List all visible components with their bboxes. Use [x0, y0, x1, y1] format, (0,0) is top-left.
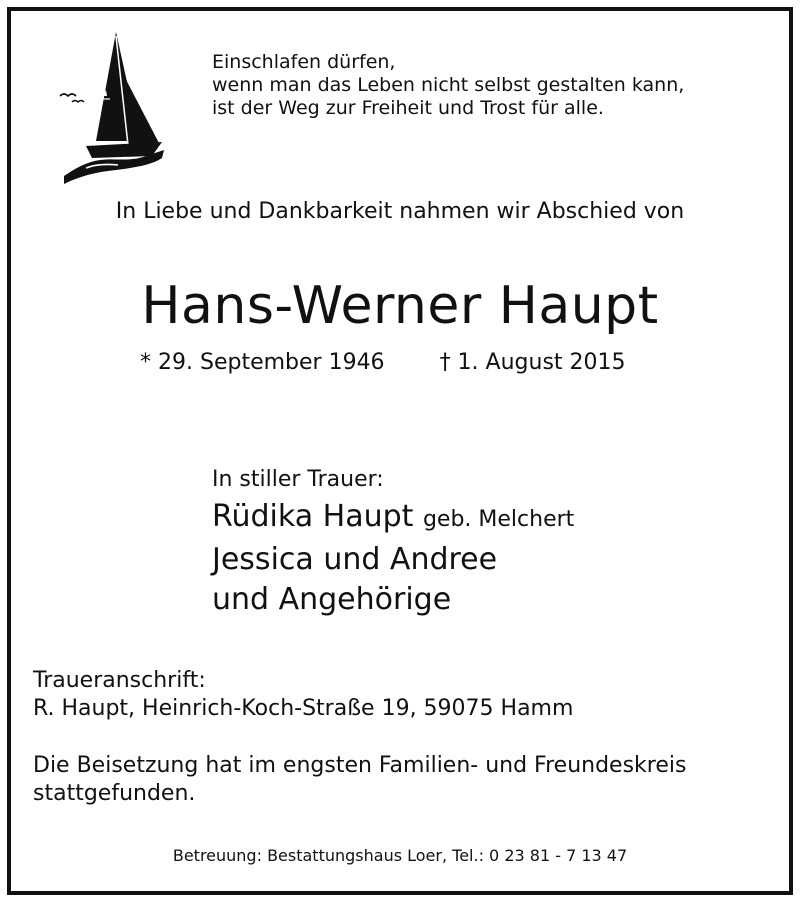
address-label: Traueranschrift:	[33, 668, 206, 693]
burial-notice	[33, 752, 686, 808]
poem	[212, 51, 684, 120]
mourners-list	[212, 497, 574, 620]
deceased-name: Hans-Werner Haupt	[141, 276, 659, 336]
spouse-name: Rüdika Haupt	[212, 499, 414, 534]
mourner-children: Jessica und Andree	[212, 542, 498, 577]
notice-line: stattgefunden.	[33, 781, 196, 806]
notice-line: Die Beisetzung hat im engsten Familien- und Freundeskreis	[33, 753, 687, 778]
poem-line: wenn man das Leben nicht selbst gestalten kann,	[212, 74, 685, 96]
poem-line: Einschlafen dürfen,	[212, 51, 396, 73]
mourner-relatives: und Angehörige	[212, 582, 452, 617]
mourning-address	[33, 667, 573, 723]
mourners-label: In stiller Trauer:	[212, 467, 384, 492]
life-dates	[140, 350, 626, 375]
death-date: † 1. August 2015	[439, 350, 626, 375]
address-value: R. Haupt, Heinrich-Koch-Straße 19, 59075 Hamm	[33, 696, 574, 721]
mourner-spouse	[212, 497, 574, 540]
intro-text: In Liebe und Dankbarkeit nahmen wir Abschied von	[115, 199, 685, 224]
spouse-maiden-name: geb. Melchert	[422, 507, 575, 532]
poem-line: ist der Weg zur Freiheit und Trost für alle.	[212, 97, 604, 119]
sailboat-icon	[56, 28, 168, 188]
funeral-home-footer: Betreuung: Bestattungshaus Loer, Tel.: 0 23 81 - 7 13 47	[172, 846, 628, 865]
birth-date: * 29. September 1946	[140, 350, 385, 375]
